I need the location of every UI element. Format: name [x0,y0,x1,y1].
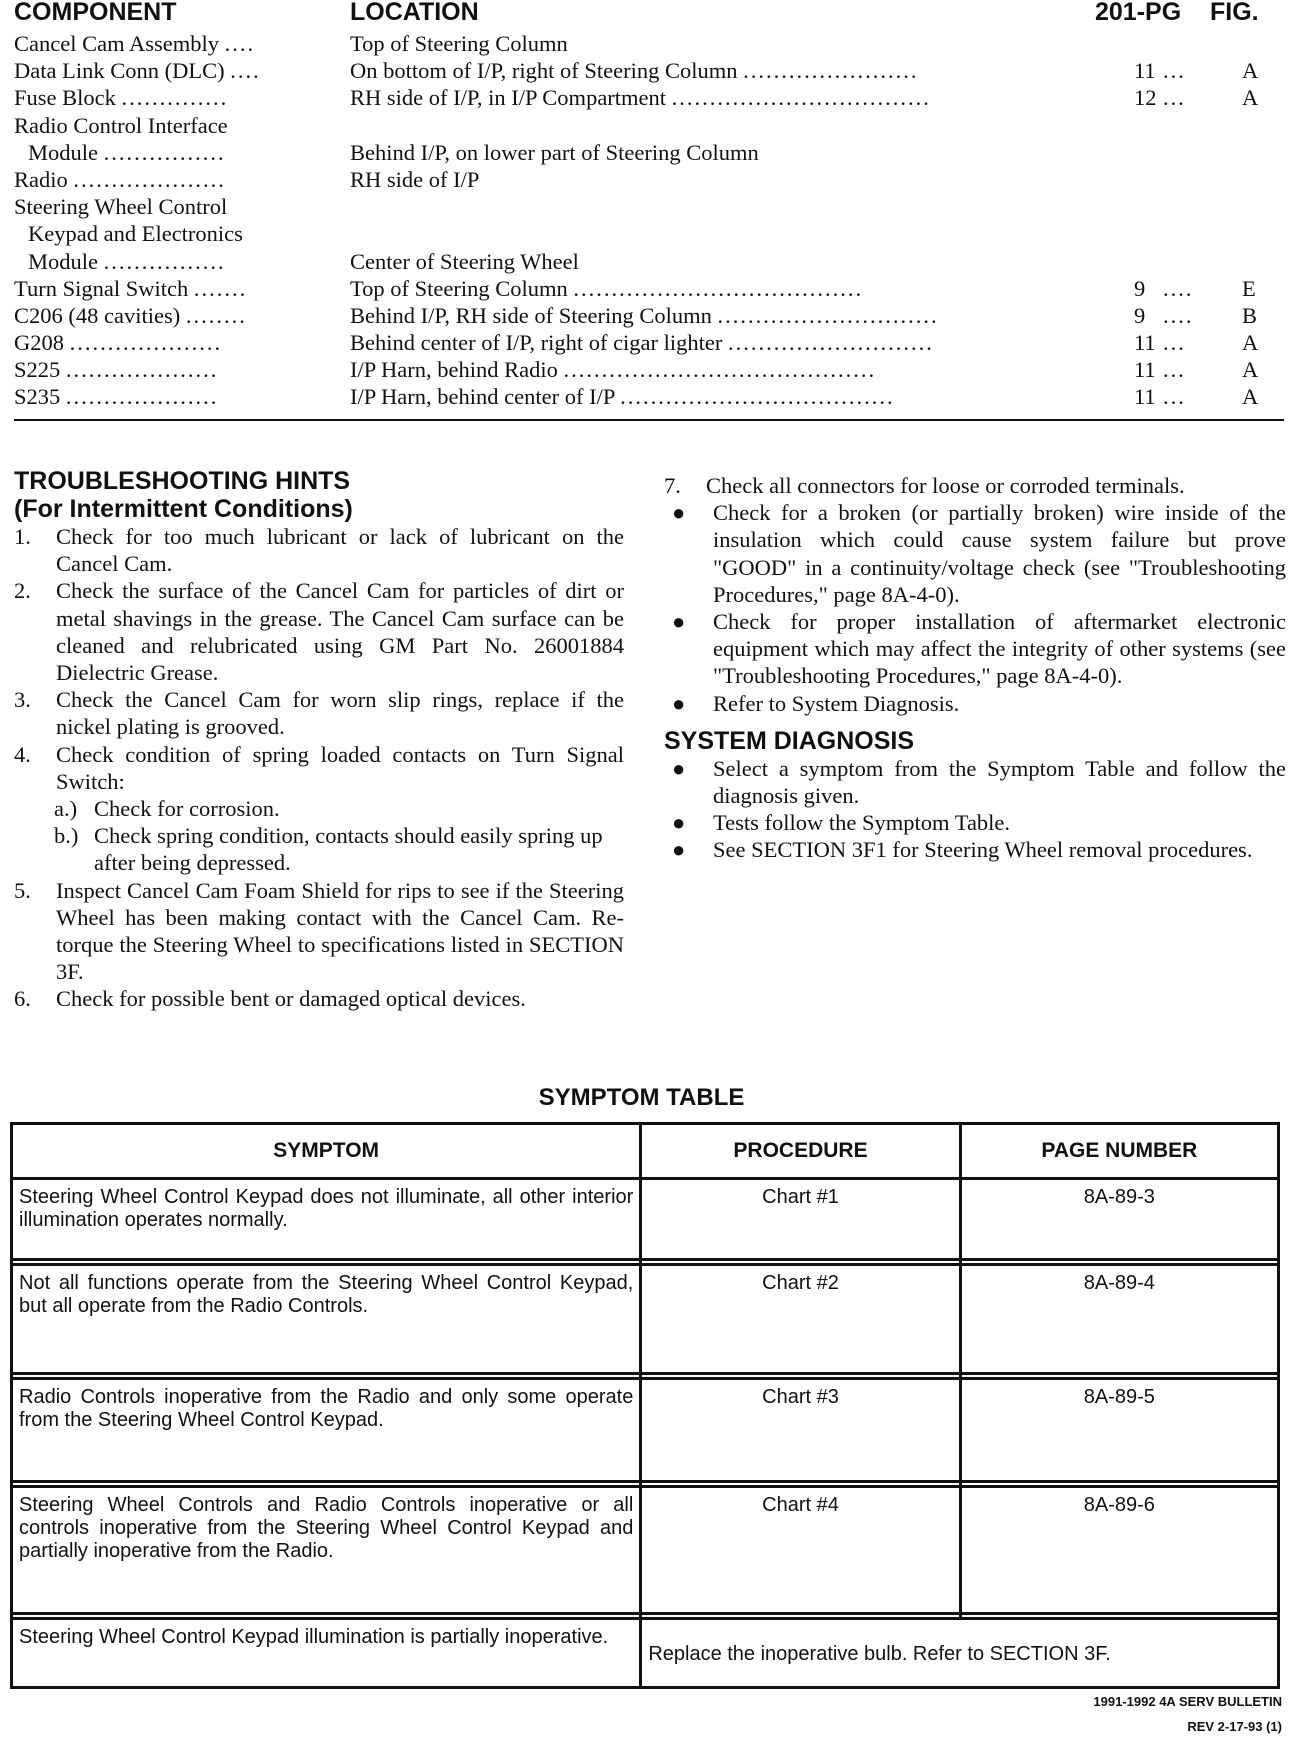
leader-dots: .... [1163,302,1194,328]
component-cell [14,383,324,410]
leader-dots: ....... [193,275,248,301]
procedure-cell: Chart #3 [641,1379,960,1482]
system-diagnosis-title: SYSTEM DIAGNOSIS [664,726,915,755]
location-cell [350,356,1146,383]
location-text: Behind I/P, on lower part of Steering Column [350,139,759,165]
bullet-text: Check for a broken (or partially broken) wire inside of the insulation which could cause system failure but prove "GOOD" in a continuity/voltage check (see "Troubleshooting Procedures," page 8A-4-0). [713,500,1286,607]
diagnosis-bullets [664,755,1286,864]
hint-bullet [664,608,1286,690]
bullet-icon: ● [672,609,686,635]
bullet-icon: ● [672,837,686,863]
component-row [14,166,1284,193]
component-rows [14,30,1284,411]
bullet-text: Check for proper installation of aftermarket electronic equipment which may affect the integrity of other systems (see "Troubleshooting Procedures," page 8A-4-0). [713,609,1286,689]
page-ref: 9 [1134,302,1146,328]
figure-ref: E [1242,275,1256,301]
component-row [14,220,1284,247]
symptom-cell: Steering Wheel Control Keypad illumination is partially inoperative. [12,1619,641,1688]
bullet-text: Refer to System Diagnosis. [713,690,960,716]
leader-dots: .................................. [671,85,931,111]
hint-item-1 [14,523,624,577]
hint-subitem [14,822,624,876]
component-cell [14,166,324,193]
figure-ref: A [1242,357,1259,383]
location-cell [350,30,1146,57]
location-cell [350,275,1146,302]
leader-dots: ... [1163,330,1186,356]
page-ref: 11 [1134,384,1156,410]
component-name: Keypad and Electronics [28,221,243,247]
hint-text: Check the Cancel Cam for worn slip rings, replace if the nickel plating is grooved. [56,687,624,740]
leader-dots: ... [1163,357,1186,383]
leader-dots: ... [1163,384,1186,410]
component-cell [14,275,324,302]
bullet-text: See SECTION 3F1 for Steering Wheel removal procedures. [713,837,1253,863]
hint-text: Check for possible bent or damaged optical devices. [56,986,526,1012]
hint-item-2 [14,577,624,686]
page-number-cell: 8A-89-6 [960,1487,1278,1614]
hint-bullets [664,499,1286,717]
component-name: Data Link Conn (DLC) [14,58,225,84]
location-text: RH side of I/P [350,166,480,192]
bullet-icon: ● [672,810,686,836]
component-cell [14,193,324,220]
component-name: Radio [14,166,68,192]
component-name: Radio Control Interface [14,112,228,138]
header-procedure: PROCEDURE [641,1124,960,1179]
location-text: I/P Harn, behind Radio [350,357,558,383]
hint-item-7 [664,472,1286,499]
page-ref: 9 [1134,275,1146,301]
page-number-cell: 8A-89-4 [960,1265,1278,1374]
component-cell [14,356,324,383]
component-table-header [14,0,1284,30]
page-footer [1093,1689,1282,1739]
hint-subnumber: b.) [54,823,79,849]
location-cell [350,302,1146,329]
procedure-cell: Chart #1 [641,1179,960,1260]
component-name: Cancel Cam Assembly [14,31,219,56]
leader-dots: .................... [69,330,223,356]
troubleshooting-title: TROUBLESHOOTING HINTS [14,467,351,495]
component-row [14,275,1284,302]
location-cell [350,329,1146,356]
leader-dots: .............. [121,85,229,111]
leader-dots: .................... [73,166,226,192]
component-cell [14,329,324,356]
leader-dots: ........................... [728,330,934,356]
location-cell [350,248,1146,275]
figure-ref: A [1242,85,1259,111]
hint-text: Check all connectors for loose or corroded terminals. [706,473,1185,498]
component-cell [14,57,324,84]
symptom-row [12,1379,1279,1482]
leader-dots: ................ [103,248,226,274]
hint-number: 2. [14,578,31,604]
bullet-icon: ● [672,755,686,781]
diagnosis-bullet [664,809,1286,836]
symptom-cell: Steering Wheel Controls and Radio Controls inoperative or all controls inoperative from the Steering Wheel Control Keypad and partially inoperative from the Radio. [12,1487,641,1614]
troubleshooting-subtitle: (For Intermittent Conditions) [14,495,353,523]
header-page: 201-PG [1095,0,1182,26]
figure-ref: A [1242,58,1259,84]
right-column [664,472,1286,864]
hint-bullet [664,690,1286,717]
hint-text: Check the surface of the Cancel Cam for particles of dirt or metal shavings in the grease. The Cancel Cam surface can be cleaned and relubricated using GM Part No. 26001884 Dielectric Grease. [56,578,624,686]
hint-number: 4. [14,741,31,767]
component-row [14,302,1284,329]
symptom-table-title: SYMPTOM TABLE [538,1084,745,1111]
hint-subtext: Check for corrosion. [94,796,280,822]
bullet-icon: ● [672,500,686,526]
symptom-cell: Steering Wheel Control Keypad does not illuminate, all other interior illumination operates normally. [12,1179,641,1260]
remedy-cell: Replace the inoperative bulb. Refer to SECTION 3F. [641,1619,1279,1688]
diagnosis-bullet [664,836,1286,863]
component-cell [14,220,324,247]
leader-dots: .................... [65,384,219,410]
page-number-cell: 8A-89-5 [960,1379,1278,1482]
component-row [14,248,1284,275]
symptom-row [12,1265,1279,1374]
leader-dots: .................................... [620,384,895,410]
hint-list [14,523,624,1013]
component-row [14,30,1284,57]
component-row [14,112,1284,139]
component-name: Module [28,248,98,274]
component-cell [14,30,324,57]
location-cell [350,139,1146,166]
component-name: S225 [14,357,61,383]
bullet-icon: ● [672,690,686,716]
hint-number: 1. [14,524,31,549]
component-row [14,84,1284,111]
location-cell [350,383,1146,410]
component-name: Steering Wheel Control [14,194,228,220]
location-cell [350,57,1146,84]
leader-dots: ....................... [743,58,919,84]
component-cell [14,84,324,111]
hint-subitem [14,795,624,822]
location-cell [350,84,1146,111]
leader-dots: ... [1163,58,1186,84]
symptom-row [12,1179,1279,1260]
leader-dots: ... [1163,85,1186,111]
symptom-table-body [12,1179,1279,1688]
component-cell [14,302,324,329]
hint-item-6 [14,985,624,1012]
leader-dots: ......................................... [563,357,877,383]
hint-item-5 [14,877,624,986]
component-name: Module [28,139,98,165]
leader-dots: ................ [103,139,226,165]
component-row [14,193,1284,220]
page-number-cell: 8A-89-3 [960,1179,1278,1260]
location-text: Center of Steering Wheel [350,248,579,274]
footer-revision: REV 2-17-93 (1) [1187,1719,1282,1734]
leader-dots: ............................. [717,302,939,328]
leader-dots: .................... [65,357,219,383]
hint-text: Check condition of spring loaded contacts on Turn Signal Switch: [56,741,624,794]
location-cell [350,166,1146,193]
leader-dots: .... [230,58,261,84]
page-ref: 11 [1134,330,1156,356]
component-cell [14,139,324,166]
header-component: COMPONENT [14,0,177,26]
symptom-table-header [12,1124,1279,1179]
component-row [14,383,1284,410]
hint-bullet [664,499,1286,608]
header-page-number: PAGE NUMBER [960,1124,1278,1179]
footer-bulletin: 1991-1992 4A SERV BULLETIN [1093,1694,1282,1709]
figure-ref: A [1242,384,1259,410]
hint-number: 6. [14,986,31,1012]
page-ref: 12 [1134,85,1157,111]
header-symptom: SYMPTOM [12,1124,641,1179]
hint-subnumber: a.) [54,796,78,822]
component-row [14,356,1284,383]
component-name: G208 [14,330,64,356]
hint-item-3 [14,686,624,740]
location-text: Top of Steering Column [350,275,568,301]
location-text: RH side of I/P, in I/P Compartment [350,85,667,111]
component-name: Fuse Block [14,85,116,111]
location-text: Top of Steering Column [350,31,568,56]
symptom-row [12,1619,1279,1688]
symptom-table [10,1122,1280,1689]
header-location: LOCATION [350,0,479,26]
hint-item-4 [14,741,624,795]
bullet-text: Tests follow the Symptom Table. [713,810,1011,836]
procedure-cell: Chart #2 [641,1265,960,1374]
leader-dots: ...................................... [573,275,864,301]
component-location-table [14,0,1284,411]
hint-number: 7. [664,473,681,498]
component-cell [14,248,324,275]
hint-text: Inspect Cancel Cam Foam Shield for rips to see if the Steering Wheel has been making contact with the Cancel Cam. Re-torque the Steering Wheel to specifications listed in SECTION 3F. [56,877,624,985]
hint-number: 5. [14,877,31,903]
component-row [14,139,1284,166]
page-ref: 11 [1134,357,1156,383]
location-text: I/P Harn, behind center of I/P [350,384,615,410]
location-text: On bottom of I/P, right of Steering Column [350,58,738,84]
hint-subtext: Check spring condition, contacts should easily spring up after being depressed. [94,823,603,876]
location-text: Behind I/P, RH side of Steering Column [350,302,712,328]
component-name: C206 (48 cavities) [14,302,181,328]
table-bottom-rule [14,419,1284,421]
component-row [14,329,1284,356]
component-name: Turn Signal Switch [14,275,189,301]
leader-dots: ........ [185,302,247,328]
location-text: Behind center of I/P, right of cigar lighter [350,330,723,356]
diagnosis-bullet [664,755,1286,809]
header-fig: FIG. [1210,0,1259,26]
leader-dots: .... [1163,275,1194,301]
symptom-cell: Not all functions operate from the Steering Wheel Control Keypad, but all operate from the Radio Controls. [12,1265,641,1374]
figure-ref: A [1242,330,1259,356]
component-name: S235 [14,384,61,410]
hint-text: Check for too much lubricant or lack of lubricant on the Cancel Cam. [56,524,624,577]
page-ref: 11 [1134,58,1156,84]
procedure-cell: Chart #4 [641,1487,960,1614]
figure-ref: B [1242,302,1258,328]
leader-dots: .... [224,31,256,56]
symptom-row [12,1487,1279,1614]
component-row [14,57,1284,84]
component-cell [14,112,324,139]
bullet-text: Select a symptom from the Symptom Table and follow the diagnosis given. [713,755,1286,809]
symptom-cell: Radio Controls inoperative from the Radio and only some operate from the Steering Wheel Control Keypad. [12,1379,641,1482]
troubleshooting-hints [14,467,624,1013]
hint-number: 3. [14,687,31,713]
